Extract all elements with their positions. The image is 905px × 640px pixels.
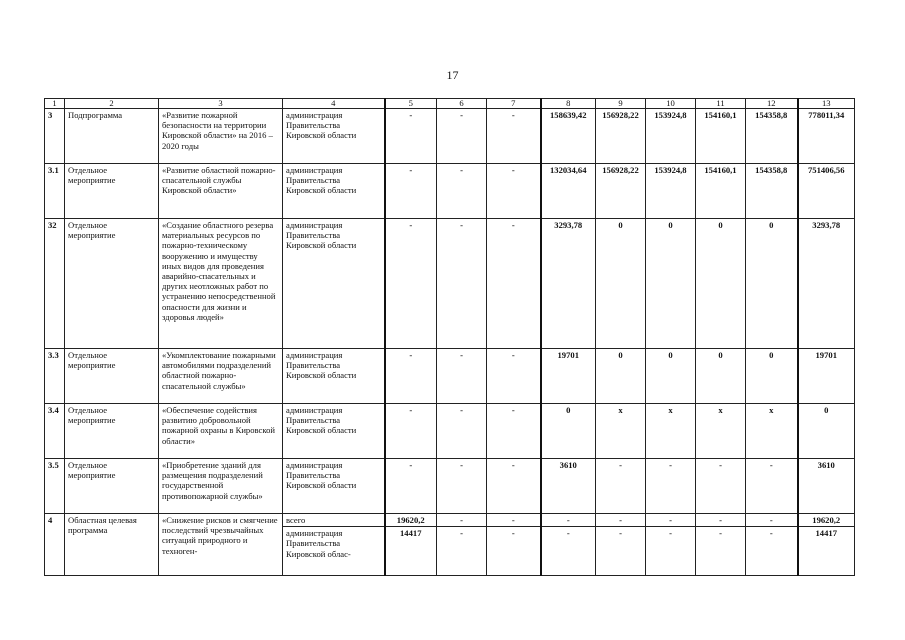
row-title: «Приобретение зданий для размещения подразделений государственной противопожарной службы» xyxy=(159,459,283,514)
value-cell: 0 xyxy=(746,219,798,349)
row-number: 4 xyxy=(45,514,65,576)
col-header: 10 xyxy=(646,99,696,109)
row-executor: администрация Правительства Кировской области xyxy=(283,404,385,459)
value-cell: 154358,8 xyxy=(746,164,798,219)
value-cell: 132034,64 xyxy=(541,164,596,219)
value-cell: - xyxy=(487,219,541,349)
value-cell: - xyxy=(385,349,437,404)
value-cell: 0 xyxy=(596,349,646,404)
value-cell: - xyxy=(596,459,646,514)
row-status: Отдельное мероприятие xyxy=(65,164,159,219)
row-executor: администрация Правительства Кировской области xyxy=(283,164,385,219)
value-cell: - xyxy=(385,459,437,514)
col-header: 3 xyxy=(159,99,283,109)
row-status: Подпрограмма xyxy=(65,109,159,164)
value-cell: 0 xyxy=(541,404,596,459)
row-status: Отдельное мероприятие xyxy=(65,404,159,459)
value-cell: x xyxy=(646,404,696,459)
row-number: 3.1 xyxy=(45,164,65,219)
value-cell: 153924,8 xyxy=(646,164,696,219)
value-cell: - xyxy=(487,459,541,514)
col-header: 4 xyxy=(283,99,385,109)
table-row xyxy=(45,109,855,164)
value-cell: - xyxy=(646,514,696,527)
value-cell: - xyxy=(437,164,487,219)
value-cell: 3293,78 xyxy=(541,219,596,349)
row-executor: администрация Правительства Кировской области xyxy=(283,109,385,164)
value-cell: - xyxy=(596,514,646,527)
table-row xyxy=(45,514,855,527)
row-executor: всего xyxy=(283,514,385,527)
header-row xyxy=(45,99,855,109)
value-cell: - xyxy=(746,459,798,514)
value-cell: - xyxy=(596,527,646,576)
total-cell: 3293,78 xyxy=(798,219,855,349)
value-cell: 154358,8 xyxy=(746,109,798,164)
table-row xyxy=(45,164,855,219)
value-cell: 0 xyxy=(596,219,646,349)
value-cell: - xyxy=(696,459,746,514)
total-cell: 14417 xyxy=(798,527,855,576)
col-header: 12 xyxy=(746,99,798,109)
value-cell: - xyxy=(437,109,487,164)
value-cell: 0 xyxy=(696,349,746,404)
value-cell: x xyxy=(746,404,798,459)
col-header: 9 xyxy=(596,99,646,109)
row-executor: администрация Правительства Кировской области xyxy=(283,219,385,349)
col-header: 2 xyxy=(65,99,159,109)
value-cell: 19620,2 xyxy=(385,514,437,527)
value-cell: - xyxy=(437,219,487,349)
total-cell: 0 xyxy=(798,404,855,459)
budget-table xyxy=(44,98,855,576)
value-cell: - xyxy=(487,349,541,404)
row-title: «Создание областного резерва материальных ресурсов по пожарно-техническому вооружению и имуществу иных видов для проведения аварийно-спасательных и других неотложных работ по устранению непосредственной опасности для жизни и здоровья людей» xyxy=(159,219,283,349)
row-status: Отдельное мероприятие xyxy=(65,349,159,404)
row-number: 3 xyxy=(45,109,65,164)
value-cell: 19701 xyxy=(541,349,596,404)
value-cell: - xyxy=(487,404,541,459)
table-row xyxy=(45,349,855,404)
total-cell: 19701 xyxy=(798,349,855,404)
row-status: Областная целевая программа xyxy=(65,514,159,576)
value-cell: - xyxy=(385,109,437,164)
row-number: 32 xyxy=(45,219,65,349)
row-title: «Снижение рисков и смягчение последствий чрезвычайных ситуаций природного и техноген- xyxy=(159,514,283,576)
table-row xyxy=(45,404,855,459)
total-cell: 19620,2 xyxy=(798,514,855,527)
value-cell: 154160,1 xyxy=(696,109,746,164)
value-cell: - xyxy=(437,459,487,514)
page-number: 17 xyxy=(446,68,459,82)
row-number: 3.3 xyxy=(45,349,65,404)
value-cell: - xyxy=(487,514,541,527)
value-cell: 14417 xyxy=(385,527,437,576)
col-header: 11 xyxy=(696,99,746,109)
value-cell: 0 xyxy=(646,349,696,404)
value-cell: x xyxy=(696,404,746,459)
value-cell: - xyxy=(437,514,487,527)
col-header: 1 xyxy=(45,99,65,109)
row-title: «Развитие пожарной безопасности на территории Кировской области» на 2016 – 2020 годы xyxy=(159,109,283,164)
value-cell: - xyxy=(696,514,746,527)
table-row xyxy=(45,459,855,514)
value-cell: - xyxy=(746,527,798,576)
row-title: «Развитие областной пожарно-спасательной службы Кировской области» xyxy=(159,164,283,219)
row-executor: администрация Правительства Кировской облас- xyxy=(283,527,385,576)
value-cell: 154160,1 xyxy=(696,164,746,219)
value-cell: 156928,22 xyxy=(596,164,646,219)
value-cell: - xyxy=(385,219,437,349)
total-cell: 778011,34 xyxy=(798,109,855,164)
value-cell: 0 xyxy=(696,219,746,349)
value-cell: x xyxy=(596,404,646,459)
value-cell: - xyxy=(541,527,596,576)
value-cell: 153924,8 xyxy=(646,109,696,164)
row-number: 3.4 xyxy=(45,404,65,459)
value-cell: - xyxy=(437,527,487,576)
row-status: Отдельное мероприятие xyxy=(65,459,159,514)
row-status: Отдельное мероприятие xyxy=(65,219,159,349)
row-executor: администрация Правительства Кировской области xyxy=(283,349,385,404)
value-cell: - xyxy=(646,459,696,514)
total-cell: 3610 xyxy=(798,459,855,514)
col-header: 7 xyxy=(487,99,541,109)
value-cell: 0 xyxy=(646,219,696,349)
total-cell: 751406,56 xyxy=(798,164,855,219)
value-cell: - xyxy=(746,514,798,527)
row-title: «Укомплектование пожарными автомобилями подразделений областной пожарно-спасательной службы» xyxy=(159,349,283,404)
value-cell: - xyxy=(487,164,541,219)
value-cell: - xyxy=(385,164,437,219)
value-cell: - xyxy=(437,404,487,459)
value-cell: 0 xyxy=(746,349,798,404)
col-header: 6 xyxy=(437,99,487,109)
row-title: «Обеспечение содействия развитию добровольной пожарной охраны в Кировской области» xyxy=(159,404,283,459)
col-header: 5 xyxy=(385,99,437,109)
value-cell: - xyxy=(487,527,541,576)
value-cell: 158639,42 xyxy=(541,109,596,164)
col-header: 13 xyxy=(798,99,855,109)
value-cell: - xyxy=(696,527,746,576)
value-cell: - xyxy=(541,514,596,527)
row-executor: администрация Правительства Кировской области xyxy=(283,459,385,514)
value-cell: - xyxy=(385,404,437,459)
value-cell: - xyxy=(646,527,696,576)
col-header: 8 xyxy=(541,99,596,109)
value-cell: 3610 xyxy=(541,459,596,514)
value-cell: - xyxy=(437,349,487,404)
row-number: 3.5 xyxy=(45,459,65,514)
value-cell: - xyxy=(487,109,541,164)
table-row xyxy=(45,219,855,349)
value-cell: 156928,22 xyxy=(596,109,646,164)
